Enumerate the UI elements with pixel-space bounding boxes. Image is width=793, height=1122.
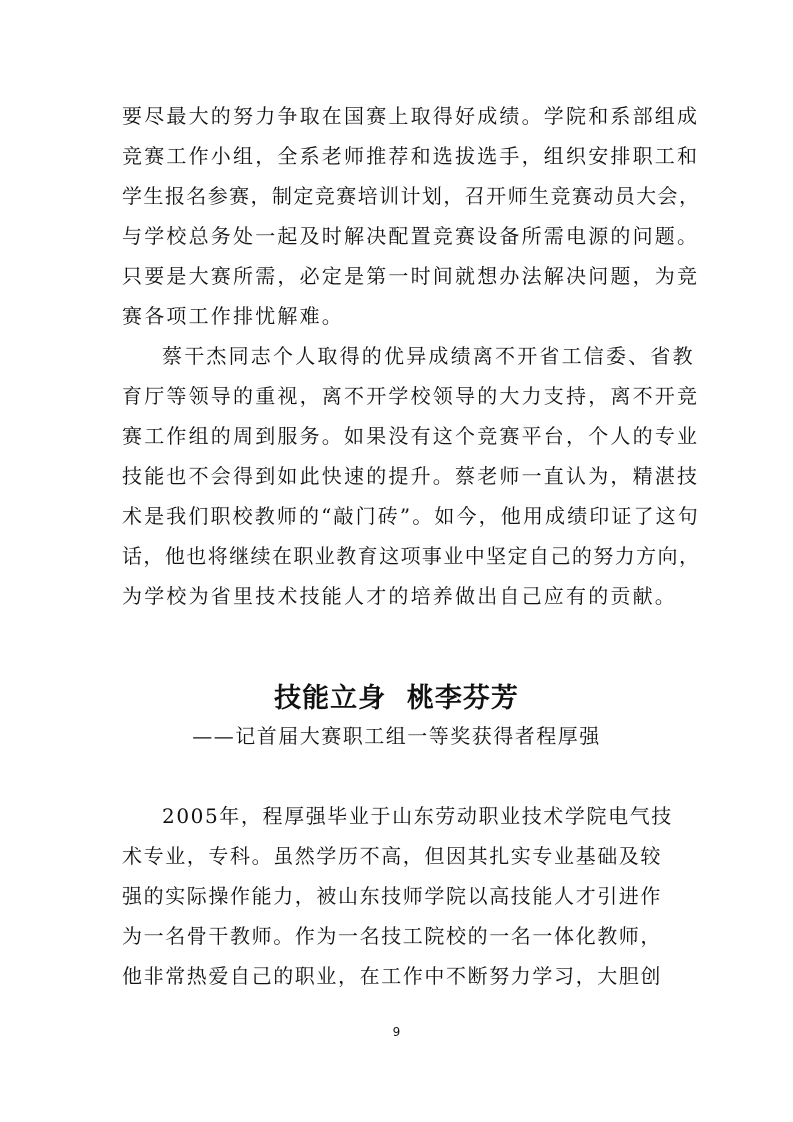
- paragraph-line: 育厅等领导的重视，离不开学校领导的大力支持，离不开竞: [122, 384, 700, 408]
- paragraph-line: 技能也不会得到如此快速的提升。蔡老师一直认为，精湛技: [122, 464, 700, 488]
- paragraph-line: 与学校总务处一起及时解决配置竞赛设备所需电源的问题。: [122, 224, 700, 248]
- page-number: 9: [392, 1025, 401, 1039]
- paragraph-line: 只要是大赛所需，必定是第一时间就想办法解决问题，为竞: [122, 264, 700, 288]
- paragraph-line: 术是我们职校教师的“敲门砖”。如今，他用成绩印证了这句: [122, 504, 700, 528]
- paragraph-line: 他非常热爱自己的职业，在工作中不断努力学习，大胆创: [122, 964, 662, 988]
- article-subtitle: ——记首届大赛职工组一等奖获得者程厚强: [192, 724, 601, 748]
- paragraph-line: 术专业，专科。虽然学历不高，但因其扎实专业基础及较: [122, 844, 662, 868]
- article-title: 技能立身 桃李芬芳: [274, 683, 519, 714]
- paragraph-line: 赛工作组的周到服务。如果没有这个竞赛平台，个人的专业: [122, 424, 700, 448]
- paragraph-line: 话，他也将继续在职业教育这项事业中坚定自己的努力方向，: [122, 544, 701, 568]
- paragraph-line: 蔡干杰同志个人取得的优异成绩离不开省工信委、省教: [162, 344, 695, 368]
- paragraph-line: 赛各项工作排忧解难。: [122, 304, 344, 328]
- paragraph-line: 竞赛工作小组，全系老师推荐和选拔选手，组织安排职工和: [122, 144, 700, 168]
- paragraph-line: 为学校为省里技术技能人才的培养做出自己应有的贡献。: [122, 584, 677, 608]
- paragraph-line: 为一名骨干教师。作为一名技工院校的一名一体化教师，: [122, 924, 662, 948]
- paragraph-line: 学生报名参赛，制定竞赛培训计划，召开师生竞赛动员大会，: [122, 184, 701, 208]
- paragraph-line: 2005年，程厚强毕业于山东劳动职业技术学院电气技: [162, 804, 673, 828]
- paragraph-line: 强的实际操作能力，被山东技师学院以高技能人才引进作: [122, 884, 662, 908]
- paragraph-line: 要尽最大的努力争取在国赛上取得好成绩。学院和系部组成: [122, 104, 700, 128]
